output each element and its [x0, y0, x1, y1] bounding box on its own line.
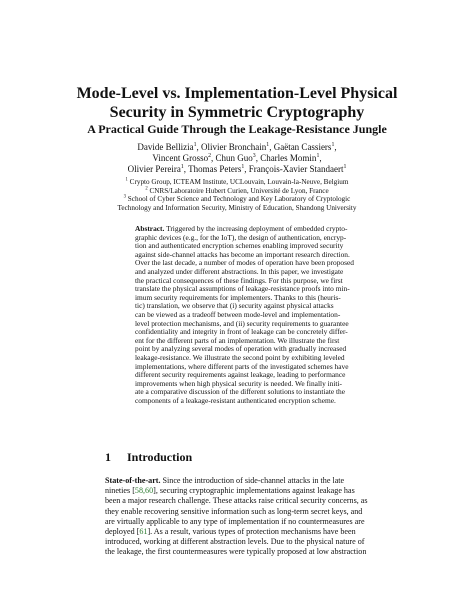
abstract-line: confidentiality and integrity in front of leakage can be concretely differ-: [135, 327, 348, 337]
abstract-line: tic) translation, we observe that (i) security against physical attacks: [135, 301, 334, 311]
author-affil-mark: 1: [180, 164, 184, 170]
author-affil-mark: 1: [343, 164, 347, 170]
author-line-1: Davide Bellizia$^1$, Olivier Bronchain$^1$, Gaëtan Cassiers$^1$,: [137, 142, 337, 152]
author-name: Olivier Pereira: [127, 164, 181, 174]
paper-title: [60, 84, 414, 122]
author-affil-mark: 1: [331, 142, 335, 148]
author-affil-mark: 2: [208, 153, 211, 159]
abstract-line: Over the last decade, a number of modes of operation have been proposed: [135, 258, 354, 268]
body-line: introduced, working at different abstraction levels. Due to the physical nature of: [105, 537, 365, 547]
abstract-line: point by analyzing several modes of operation with gradually increased: [135, 344, 347, 354]
body-line: [105, 486, 375, 496]
abstract-line: tion and authenticated encryption schemes enabling improved security: [135, 241, 344, 251]
paper-subtitle: A Practical Guide Through the Leakage-Resistance Jungle: [87, 122, 387, 136]
body-line-text: Since the introduction of side-channel attacks in the late: [162, 476, 345, 485]
abstract-line: the practical consequences of these findings. For this purpose, we first: [135, 275, 343, 285]
abstract-line: components of a leakage-resistant authenticated encryption scheme.: [135, 395, 336, 405]
affil-mark: 1: [125, 177, 128, 183]
abstract-line: against side-channel attacks has become an important research direction.: [135, 249, 350, 259]
abstract-line: ent for the different parts of an implementation. We illustrate the first: [135, 335, 340, 345]
affiliation-list: [60, 178, 414, 212]
abstract-line: ate a comparative discussion of the different solutions to instantiate the: [135, 387, 346, 397]
body-line: been a major research challenge. These attacks raise critical security concerns, as: [105, 496, 368, 506]
body-line: the leakage, the first countermeasures were typically proposed at low abstraction: [105, 547, 367, 557]
body-line: they enable recovering sensitive information such as long-term secret keys, and: [105, 506, 363, 516]
abstract-line: improvements when high physical security is needed. We finally initi-: [135, 378, 342, 388]
affiliation-text: CNRS/Laboratoire Hubert Curien, Université de Lyon, France: [149, 186, 329, 195]
author-name: Vincent Grosso: [152, 153, 209, 163]
author-affil-mark: 3: [252, 153, 256, 159]
paragraph-label: State-of-the-art.: [105, 476, 161, 485]
abstract-line: graphic devices (e.g., for the IoT), the design of authentication, encryp-: [135, 232, 347, 242]
author-name: Olivier Bronchain: [201, 142, 267, 152]
author-name: Chun Guo: [215, 153, 253, 163]
affiliation: [60, 195, 414, 204]
author-affil-mark: 1: [241, 164, 245, 170]
author-affil-mark: 1: [193, 142, 197, 148]
affiliation: [60, 187, 414, 196]
abstract: [135, 225, 367, 405]
affiliation-text: Crypto Group, ICTEAM Institute, UCLouvain, Louvain-la-Neuve, Belgium: [129, 178, 349, 186]
citation-link[interactable]: 61: [139, 527, 148, 537]
citation-link[interactable]: 58,60: [134, 486, 154, 496]
body-line: [105, 527, 375, 537]
abstract-line: implementations, where different parts of the investigated schemes have: [135, 361, 349, 371]
abstract-line: imum security requirements for implementers. Thanks to this (heuris-: [135, 292, 341, 302]
section-title: Introduction: [127, 450, 193, 464]
abstract-line: leakage-resistance. We illustrate the second point by exhibiting leveled: [135, 352, 345, 362]
author-list: [70, 142, 404, 175]
author-line-2: Vincent Grosso$^2$, Chun Guo$^3$, Charles Momin$^1$,: [152, 153, 322, 163]
body-line-text: nineties [: [105, 486, 135, 496]
abstract-line: and analyzed under different abstractions. In this paper, we investigate: [135, 266, 344, 276]
affil-mark: 2: [145, 186, 148, 192]
affiliation: [60, 204, 414, 213]
author-name: François-Xavier Standaert: [248, 164, 344, 174]
affiliation-text: Technology and Information Security, Ministry of Education, Shandong University: [117, 203, 357, 212]
abstract-line: can be viewed as a tradeoff between mode-level and implementation-: [135, 309, 341, 319]
title-line-2: Security in Symmetric Cryptography: [109, 104, 365, 121]
body-line-text: deployed [: [105, 527, 140, 537]
author-name: Gaëtan Cassiers: [273, 142, 332, 152]
author-name: Thomas Peters: [188, 164, 242, 174]
abstract-label: Abstract.: [135, 224, 165, 233]
affil-mark: 3: [123, 194, 126, 200]
author-name: Davide Bellizia: [137, 142, 194, 152]
body-line-text: ], securing cryptographic implementations against leakage has: [153, 486, 355, 496]
title-line-1: Mode-Level vs. Implementation-Level Physical: [76, 85, 398, 102]
author-line-3: Olivier Pereira$^1$, Thomas Peters$^1$, François-Xavier Standaert$^1$: [127, 164, 347, 174]
abstract-line: level protection mechanisms, and (ii) security requirements to guarantee: [135, 318, 349, 328]
intro-paragraph: [105, 476, 375, 558]
abstract-first-line: Triggered by the increasing deployment of embedded crypto-: [166, 224, 348, 233]
abstract-line: different security requirements against leakage, leading to performance: [135, 370, 346, 380]
section-heading: [105, 450, 192, 465]
body-line: are virtually applicable to any type of implementation if no countermeasures are: [105, 516, 365, 526]
body-line-text: ]. As a result, various types of protection mechanisms have been: [147, 527, 356, 537]
affiliation: [60, 178, 414, 187]
author-affil-mark: 1: [316, 153, 320, 159]
body-line: [105, 476, 375, 486]
author-name: Charles Momin: [260, 153, 317, 163]
abstract-line: translate the physical assumptions of leakage-resistance proofs into min-: [135, 284, 350, 294]
section-number: 1: [105, 450, 111, 464]
affiliation-text: School of Cyber Science and Technology and Key Laboratory of Cryptologic: [127, 195, 351, 204]
author-affil-mark: 1: [266, 142, 270, 148]
